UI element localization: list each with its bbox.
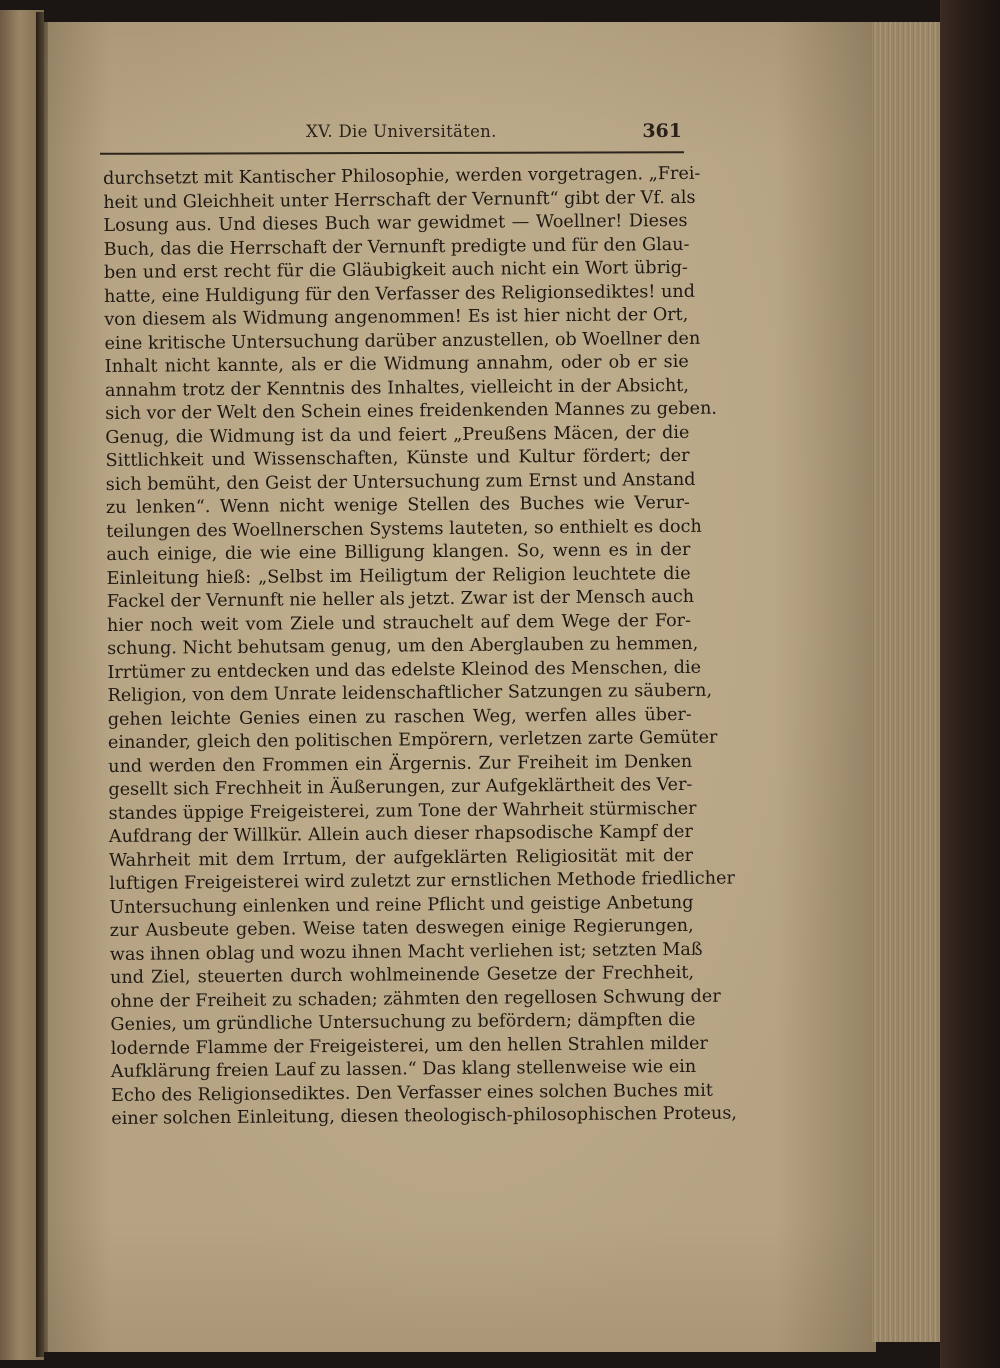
text-line: standes üppige Freigeisterei, zum Tone der Wahrheit stürmischer — [108, 798, 697, 824]
body-text — [103, 163, 738, 1132]
text-line: einander, gleich den politischen Empörern, verletzen zarte Gemüter — [107, 727, 718, 753]
text-line: Genies, um gründliche Untersuchung zu befördern; dämpften die — [110, 1009, 696, 1035]
text-line: lodernde Flamme der Freigeisterei, um den hellen Strahlen milder — [110, 1033, 709, 1059]
text-line: annahm trotz der Kenntnis des Inhaltes, vielleicht in der Absicht, — [104, 375, 690, 401]
running-header — [100, 120, 684, 150]
text-line: auch einige, die wie eine Billigung klangen. So, wenn es in der — [106, 539, 691, 565]
text-line: einer solchen Einleitung, diesen theologisch-philosophischen Proteus, — [111, 1103, 738, 1129]
text-line: eine kritische Untersuchung darüber anzustellen, ob Woellner den — [104, 328, 701, 354]
book-cover-edge — [940, 0, 1000, 1368]
text-line: hatte, eine Huldigung für den Verfasser des Religionsediktes! und — [104, 281, 696, 307]
text-line: und werden den Frommen ein Ärgernis. Zur Freiheit im Denken — [108, 751, 693, 777]
text-line: gesellt sich Frechheit in Äußerungen, zur Aufgeklärtheit des Ver- — [108, 774, 693, 800]
text-line: und Ziel, steuerten durch wohlmeinende Gesetze der Frechheit, — [109, 962, 695, 988]
text-line: Inhalt nicht kannte, als er die Widmung annahm, oder ob er sie — [104, 351, 689, 377]
text-line: zur Ausbeute geben. Weise taten deswegen einige Regierungen, — [109, 915, 694, 941]
text-line: Untersuchung einlenken und reine Pflicht und geistige Anbetung — [109, 892, 694, 918]
page-number: 361 — [642, 120, 682, 142]
text-line: luftigen Freigeisterei wird zuletzt zur ernstlichen Methode friedlicher — [109, 868, 735, 894]
text-line: Sittlichkeit und Wissenschaften, Künste und Kultur fördert; der — [105, 445, 690, 471]
text-line: Losung aus. Und dieses Buch war gewidmet — Woellner! Dieses — [103, 210, 688, 236]
chapter-title: XV. Die Universitäten. — [306, 122, 497, 141]
text-line: Genug, die Widmung ist da und feiert „Preußens Mäcen, der die — [105, 422, 690, 448]
text-line: ohne der Freiheit zu schaden; zähmten den regellosen Schwung der — [110, 986, 721, 1012]
text-line: Einleitung hieß: „Selbst im Heiligtum der Religion leuchtete die — [106, 563, 691, 589]
text-line: was ihnen oblag und wozu ihnen Macht verliehen ist; setzten Maß — [109, 939, 703, 965]
binding-gutter — [36, 12, 48, 1357]
text-line: durchsetzt mit Kantischer Philosophie, werden vorgetragen. „Frei- — [103, 163, 701, 189]
text-line: teilungen des Woellnerschen Systems lauteten, so enthielt es doch — [106, 516, 702, 542]
page-stack-edges — [872, 22, 942, 1342]
text-line: sich bemüht, den Geist der Untersuchung zum Ernst und Anstand — [105, 469, 696, 495]
text-line: sich vor der Welt den Schein eines freidenkenden Mannes zu geben. — [105, 398, 718, 424]
text-line: Echo des Religionsediktes. Den Verfasser eines solchen Buches mit — [111, 1080, 713, 1106]
text-line: zu lenken“. Wenn nicht wenige Stellen des Buches wie Verur- — [105, 492, 691, 518]
text-line: hier noch weit vom Ziele und strauchelt auf dem Wege der For- — [106, 610, 692, 636]
text-line: heit und Gleichheit unter Herrschaft der Vernunft“ gibt der Vf. als — [103, 187, 696, 213]
text-line: Aufklärung freien Lauf zu lassen.“ Das klang stellenweise wie ein — [110, 1056, 697, 1082]
text-line: Wahrheit mit dem Irrtum, der aufgeklärten Religiosität mit der — [108, 845, 694, 871]
text-line: Aufdrang der Willkür. Allein auch dieser rhapsodische Kampf der — [108, 821, 693, 847]
text-line: Irrtümer zu entdecken und das edelste Kleinod des Menschen, die — [107, 657, 702, 683]
text-line: von diesem als Widmung angenommen! Es ist hier nicht der Ort, — [104, 304, 689, 330]
text-line: schung. Nicht behutsam genug, um den Aberglauben zu hemmen, — [107, 633, 699, 659]
text-line: Religion, von dem Unrate leidenschaftlicher Satzungen zu säubern, — [107, 680, 713, 706]
text-line: ben und erst recht für die Gläubigkeit auch nicht ein Wort übrig- — [103, 257, 688, 283]
text-line: gehen leichte Genies einen zu raschen Weg, werfen alles über- — [107, 704, 692, 730]
text-line: Fackel der Vernunft nie heller als jetzt. Zwar ist der Mensch auch — [106, 586, 695, 612]
text-line: Buch, das die Herrschaft der Vernunft predigte und für den Glau- — [103, 234, 690, 260]
